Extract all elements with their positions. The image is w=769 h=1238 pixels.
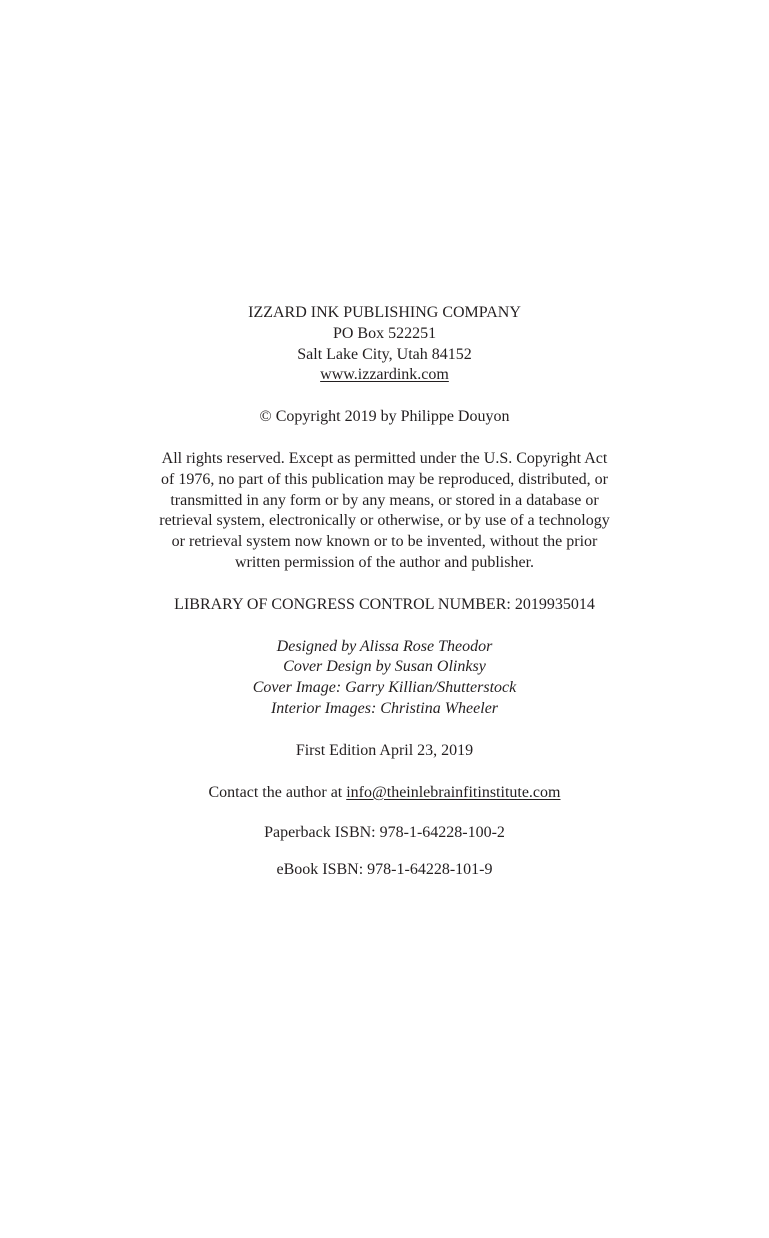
credit-interior-images: Interior Images: Christina Wheeler — [270, 699, 499, 717]
publisher-website-link[interactable]: www.izzardink.com — [320, 366, 449, 384]
paperback-isbn: Paperback ISBN: 978-1-64228-100-2 — [264, 824, 505, 842]
rights-line: of 1976, no part of this publication may be reproduced, distributed, or — [160, 470, 608, 488]
ebook-isbn: eBook ISBN: 978-1-64228-101-9 — [276, 861, 493, 879]
rights-line: transmitted in any form or by any means, or stored in a database or — [170, 491, 599, 509]
credit-designer: Designed by Alissa Rose Theodor — [276, 637, 493, 655]
copyright-notice: © Copyright 2019 by Philippe Douyon — [259, 408, 510, 426]
credit-cover-design: Cover Design by Susan Olinksy — [283, 658, 486, 676]
contact-prefix: Contact the author at — [208, 783, 347, 801]
lccn-number: LIBRARY OF CONGRESS CONTROL NUMBER: 2019935014 — [174, 595, 595, 613]
rights-line: retrieval system, electronically or otherwise, or by use of a technology — [159, 512, 610, 530]
author-email-link[interactable]: info@theinlebrainfitinstitute.com — [346, 783, 561, 801]
rights-statement — [0, 449, 769, 574]
copyright-block — [0, 303, 769, 881]
credit-cover-image: Cover Image: Garry Killian/Shutterstock — [252, 679, 517, 697]
contact-line — [0, 783, 769, 804]
publisher-city: Salt Lake City, Utah 84152 — [297, 345, 472, 363]
rights-line: or retrieval system now known or to be invented, without the prior — [171, 533, 598, 551]
publisher-po-box: PO Box 522251 — [332, 324, 437, 342]
publisher-name: IZZARD INK PUBLISHING COMPANY — [248, 304, 521, 321]
design-credits — [0, 637, 769, 720]
rights-line: written permission of the author and publisher. — [234, 553, 535, 571]
edition-date: First Edition April 23, 2019 — [295, 741, 474, 759]
rights-line: All rights reserved. Except as permitted under the U.S. Copyright Act — [161, 449, 608, 467]
